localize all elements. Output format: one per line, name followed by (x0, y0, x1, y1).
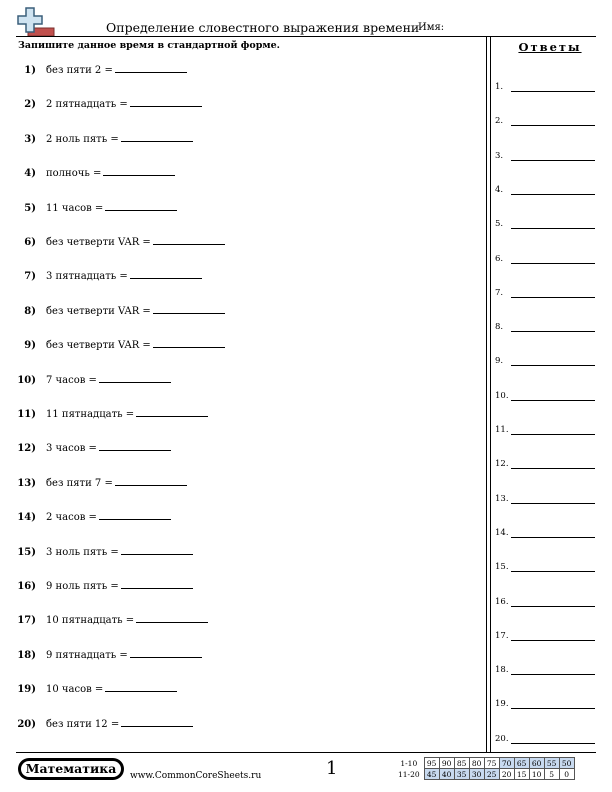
answer-number: 5. (495, 219, 504, 230)
answer-field[interactable] (511, 364, 595, 366)
answer-row (495, 147, 595, 161)
question-number: 4) (24, 168, 36, 180)
score-cell: 20 (499, 769, 514, 780)
answer-field[interactable] (511, 639, 595, 641)
question-text: 11 пятнадцать = (46, 409, 135, 420)
question-text: 9 пятнадцать = (46, 649, 128, 661)
score-row (396, 758, 574, 769)
question-row (16, 337, 476, 353)
question-text: 2 ноль пять = (46, 133, 119, 145)
score-cell: 95 (424, 758, 439, 769)
question-number: 13) (17, 477, 36, 489)
answer-blank[interactable] (153, 337, 225, 348)
answer-blank[interactable] (130, 96, 202, 107)
answer-row (495, 250, 595, 264)
answer-row (495, 352, 595, 366)
answer-field[interactable] (511, 193, 595, 195)
answer-field[interactable] (511, 124, 595, 126)
answer-row (495, 593, 595, 607)
score-cell: 65 (514, 758, 529, 769)
score-cell: 60 (529, 758, 544, 769)
question-row (16, 406, 476, 422)
question-text: без пяти 12 = (46, 718, 120, 730)
answers-title: Ответы (518, 40, 582, 54)
question-row (16, 268, 476, 284)
answer-number: 12. (495, 459, 509, 470)
question-row (16, 200, 476, 216)
header-divider (16, 36, 596, 37)
answer-row (495, 78, 595, 92)
answer-field[interactable] (511, 467, 595, 469)
question-number: 9) (24, 340, 36, 352)
answer-row (495, 215, 595, 229)
question-text: без четверти VAR = (46, 340, 151, 352)
answer-blank[interactable] (136, 406, 208, 417)
answer-row (495, 627, 595, 641)
name-label: Имя: (418, 22, 445, 33)
question-text: полночь = (46, 168, 102, 180)
answer-number: 6. (495, 253, 504, 264)
score-cell: 5 (544, 769, 559, 780)
question-text: 11 часов = (46, 202, 104, 214)
answer-field[interactable] (511, 673, 595, 675)
answer-number: 7. (495, 287, 504, 298)
plus-logo-icon (16, 6, 58, 36)
answer-blank[interactable] (99, 440, 171, 451)
question-text: 2 часов = (46, 512, 97, 524)
answer-field[interactable] (511, 296, 595, 298)
answer-row (495, 730, 595, 744)
answer-field[interactable] (511, 605, 595, 607)
question-text: 9 ноль пять = (46, 581, 119, 592)
score-cell: 25 (484, 769, 499, 780)
answer-number: 13. (495, 493, 509, 504)
question-text: 7 часов = (46, 374, 97, 386)
answer-number: 9. (495, 356, 504, 367)
question-row (16, 303, 476, 319)
question-row (16, 165, 476, 181)
score-cell: 35 (454, 769, 469, 780)
score-row (396, 769, 574, 780)
answer-row (495, 558, 595, 572)
answer-number: 8. (495, 322, 504, 333)
question-number: 20) (17, 718, 36, 730)
worksheet-title: Определение словестного выражения времени (106, 20, 420, 35)
answer-field[interactable] (511, 536, 595, 538)
answer-blank[interactable] (105, 681, 177, 692)
answer-blank[interactable] (121, 578, 193, 589)
answer-blank[interactable] (121, 544, 193, 555)
answer-row (495, 524, 595, 538)
question-row (16, 612, 476, 628)
answer-blank[interactable] (121, 131, 193, 142)
score-cell: 85 (454, 758, 469, 769)
question-number: 8) (24, 305, 36, 317)
question-row (16, 647, 476, 663)
answer-row (495, 695, 595, 709)
score-row-label: 1-10 (400, 758, 418, 768)
answer-blank[interactable] (99, 509, 171, 520)
answer-number: 20. (495, 733, 509, 744)
answer-number: 17. (495, 630, 509, 641)
question-number: 1) (24, 65, 36, 76)
score-cell: 75 (484, 758, 499, 769)
answer-number: 15. (495, 562, 509, 573)
instructions: Запишите данное время в стандартной форме. (18, 40, 280, 51)
answer-field[interactable] (511, 399, 595, 401)
score-row-label: 11-20 (398, 769, 420, 779)
answer-blank[interactable] (136, 612, 208, 623)
answer-field[interactable] (511, 90, 595, 92)
question-row (16, 96, 476, 112)
score-cell: 10 (529, 769, 544, 780)
answer-row (495, 490, 595, 504)
answer-field[interactable] (511, 742, 595, 744)
question-text: 3 ноль пять = (46, 546, 119, 558)
brand-label: Математика (21, 761, 121, 777)
question-row (16, 234, 476, 250)
question-number: 6) (24, 237, 36, 248)
answer-row (495, 661, 595, 675)
score-cell: 45 (424, 769, 439, 780)
question-text: без пяти 7 = (46, 477, 113, 489)
answer-row (495, 181, 595, 195)
answer-row (495, 455, 595, 469)
answer-number: 3. (495, 150, 504, 161)
answer-blank[interactable] (105, 200, 177, 211)
answer-blank[interactable] (115, 475, 187, 486)
question-number: 10) (17, 374, 36, 386)
score-cell: 0 (559, 769, 574, 780)
question-text: без четверти VAR = (46, 305, 151, 317)
question-row (16, 440, 476, 456)
site-url: www.CommonCoreSheets.ru (130, 771, 262, 781)
score-cell: 50 (559, 758, 574, 769)
answer-blank[interactable] (115, 62, 187, 73)
answer-blank[interactable] (121, 716, 193, 727)
answer-column-divider-inner (490, 36, 491, 752)
answer-number: 14. (495, 527, 509, 538)
footer-divider (16, 752, 596, 753)
question-number: 5) (24, 202, 36, 214)
question-row (16, 62, 476, 78)
answer-field[interactable] (511, 262, 595, 264)
answer-field[interactable] (511, 227, 595, 229)
answer-blank[interactable] (99, 372, 171, 383)
answer-blank[interactable] (153, 234, 225, 245)
question-text: без четверти VAR = (46, 237, 151, 248)
answer-blank[interactable] (153, 303, 225, 314)
answer-field[interactable] (511, 330, 595, 332)
question-number: 12) (17, 443, 36, 455)
question-row (16, 578, 476, 594)
answer-number: 1. (495, 82, 504, 92)
question-row (16, 131, 476, 147)
answer-row (495, 421, 595, 435)
answer-number: 10. (495, 390, 509, 401)
question-number: 15) (17, 546, 36, 558)
question-number: 18) (17, 649, 36, 661)
answer-row (495, 318, 595, 332)
question-number: 11) (17, 409, 36, 420)
score-cell: 40 (439, 769, 454, 780)
question-row (16, 509, 476, 525)
question-number: 14) (17, 512, 36, 524)
score-cell: 70 (499, 758, 514, 769)
answer-field[interactable] (511, 159, 595, 161)
question-number: 16) (17, 581, 36, 592)
score-cell: 80 (469, 758, 484, 769)
question-number: 17) (17, 615, 36, 627)
answer-field[interactable] (511, 707, 595, 709)
score-cell: 15 (514, 769, 529, 780)
answer-blank[interactable] (130, 268, 202, 279)
answer-row (495, 112, 595, 126)
answer-number: 16. (495, 596, 509, 607)
score-cell: 55 (544, 758, 559, 769)
answer-number: 19. (495, 699, 509, 710)
question-row (16, 681, 476, 697)
answer-column-divider (486, 36, 487, 752)
question-row (16, 544, 476, 560)
question-number: 2) (24, 99, 36, 111)
question-row (16, 372, 476, 388)
answer-number: 11. (495, 425, 509, 435)
question-text: 10 пятнадцать = (46, 615, 135, 627)
question-number: 19) (17, 684, 36, 696)
answer-blank[interactable] (103, 165, 175, 176)
page-number: 1 (326, 758, 338, 779)
answer-number: 2. (495, 116, 504, 127)
score-table (396, 757, 575, 780)
question-text: 3 пятнадцать = (46, 271, 128, 283)
question-text: 10 часов = (46, 684, 104, 696)
answer-number: 4. (495, 184, 504, 195)
score-cell: 30 (469, 769, 484, 780)
answer-row (495, 284, 595, 298)
answer-field[interactable] (511, 502, 595, 504)
answer-field[interactable] (511, 433, 595, 435)
score-cell: 90 (439, 758, 454, 769)
answer-blank[interactable] (130, 647, 202, 658)
question-row (16, 716, 476, 732)
question-text: без пяти 2 = (46, 65, 113, 76)
question-number: 7) (24, 271, 36, 283)
answer-field[interactable] (511, 570, 595, 572)
question-text: 2 пятнадцать = (46, 99, 128, 111)
answer-number: 18. (495, 665, 509, 676)
question-text: 3 часов = (46, 443, 97, 455)
question-row (16, 475, 476, 491)
answer-row (495, 387, 595, 401)
question-number: 3) (24, 133, 36, 145)
